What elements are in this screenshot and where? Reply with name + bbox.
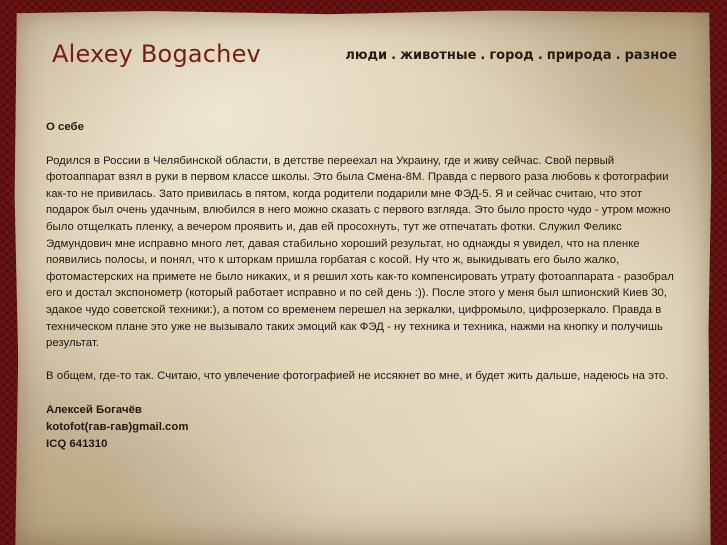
author-icq: ICQ 641310 (46, 437, 108, 450)
nav-link-people[interactable]: люди (345, 48, 388, 63)
about-paragraph-1: Родился в России в Челябинской области, в детстве переехал на Украину, где и живу сейчас. Свой первый фотоаппарат взял в руки в первом классе школы. Это была Смена-8М. Правда с первого раза любовь к фотографии как-то не привилась. Зато привилась в пятом, когда родители подарили мне ФЭД-5. Я и сейчас считаю, что этот подарок был очень удачным, влюбился в него можно сказать с первого взгляда. Это было просто чудо - утром можно было отщелкать пленку, а вечером проявить и, дав ей просохнуть, тут же отпечатать фотки. Служил Феликс Эдмундович мне исправно много лет, давая стабильно хороший результат, но однажды я увидел, что на пленке появились полосы, и понял, что к шторкам пришла горбатая с косой. Ну что ж, выкидывать его было жалко, фотомастерских на примете не было никаких, и я решил хоть как-то компенсировать утрату фотоаппарата - разобрал его и достал экспонометр (который работает исправно и по сей день :)). После этого у меня был шпионский Киев 30, эдакое чудо советской техники:), а потом со временем перешел на зеркалки, цифромыло, цифрозеркало. Правда в техническом плане это уже не вызывало таких эмоций как ФЭД - ну техника и техника, нажми на кнопку и получишь результат. (46, 154, 674, 350)
nav-link-misc[interactable]: разное (624, 48, 677, 63)
signature-block (46, 402, 686, 453)
author-email: kotofot(гав-гав)gmail.com (46, 420, 189, 433)
nav-link-nature[interactable]: природа (546, 48, 612, 63)
nav-separator: . (480, 48, 486, 63)
section-title: О себе (46, 121, 84, 133)
about-content (46, 119, 686, 453)
nav-link-animals[interactable]: животные (400, 48, 477, 63)
site-title[interactable]: Alexey Bogachev (52, 40, 261, 68)
nav-separator: . (537, 48, 543, 63)
nav-separator: . (391, 48, 397, 63)
main-nav (345, 48, 677, 63)
nav-separator: . (615, 48, 621, 63)
about-paragraph-2: В общем, где-то так. Считаю, что увлечение фотографией не иссякнет во мне, и будет жить дальше, надеюсь на это. (46, 370, 669, 383)
nav-link-city[interactable]: город (489, 48, 534, 63)
author-name: Алексей Богачёв (46, 403, 142, 416)
header (52, 40, 677, 72)
